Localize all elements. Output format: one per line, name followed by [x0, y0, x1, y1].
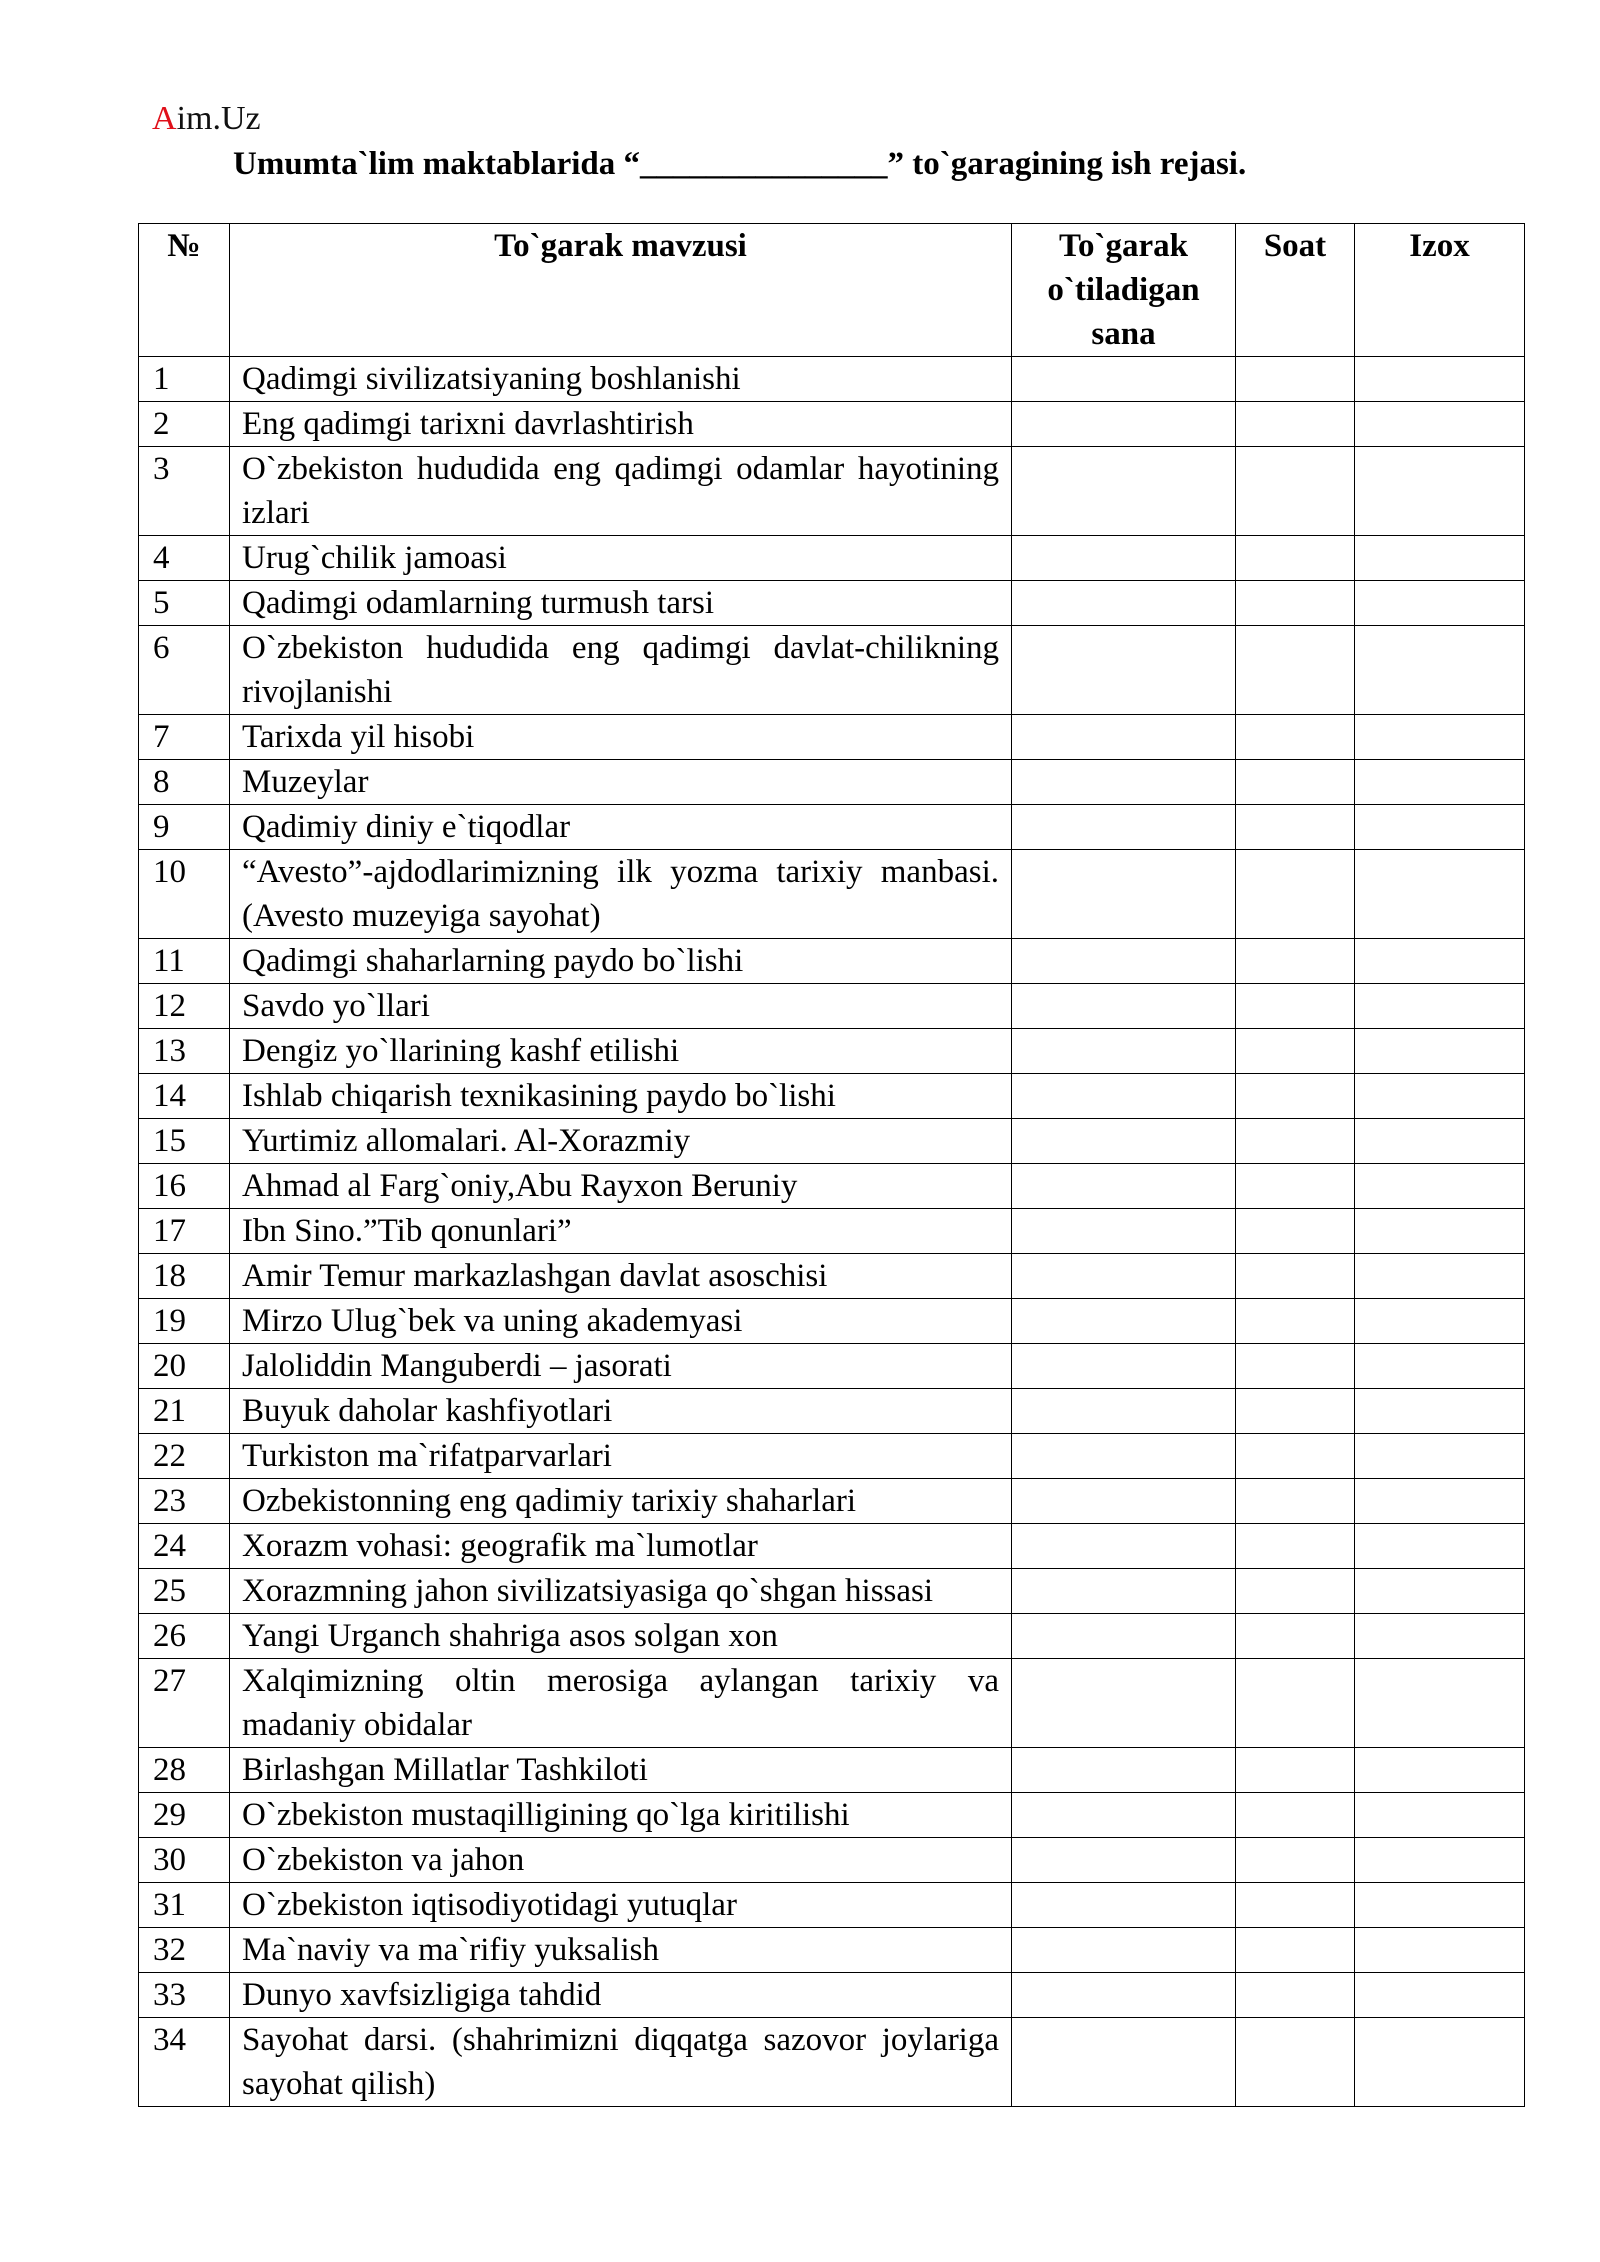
table-row — [139, 1748, 1525, 1793]
table-row — [139, 1164, 1525, 1209]
table-row — [139, 402, 1525, 447]
table-row — [139, 357, 1525, 402]
row-date-cell — [1012, 402, 1236, 447]
table-row — [139, 984, 1525, 1029]
row-note-cell — [1355, 447, 1525, 536]
row-date-cell — [1012, 1119, 1236, 1164]
header-number: № — [139, 224, 230, 357]
row-date-cell — [1012, 1209, 1236, 1254]
row-topic: Mirzo Ulug`bek va uning akademyasi — [230, 1299, 1012, 1344]
row-note-cell — [1355, 1389, 1525, 1434]
row-hours-cell — [1236, 2018, 1355, 2107]
row-hours-cell — [1236, 1569, 1355, 1614]
row-date-cell — [1012, 1029, 1236, 1074]
row-hours-cell — [1236, 1883, 1355, 1928]
table-row — [139, 1569, 1525, 1614]
row-note-cell — [1355, 1119, 1525, 1164]
row-topic: Qadimgi shaharlarning paydo bo`lishi — [230, 939, 1012, 984]
row-date-cell — [1012, 1659, 1236, 1748]
row-note-cell — [1355, 402, 1525, 447]
row-date-cell — [1012, 984, 1236, 1029]
row-date-cell — [1012, 1299, 1236, 1344]
row-number: 22 — [139, 1434, 230, 1479]
row-number: 18 — [139, 1254, 230, 1299]
row-date-cell — [1012, 850, 1236, 939]
row-number: 25 — [139, 1569, 230, 1614]
table-row — [139, 2018, 1525, 2107]
row-topic: Sayohat darsi. (shahrimizni diqqatga sazovor joylariga sayohat qilish) — [230, 2018, 1012, 2107]
row-hours-cell — [1236, 1793, 1355, 1838]
row-topic: Muzeylar — [230, 760, 1012, 805]
row-number: 2 — [139, 402, 230, 447]
row-date-cell — [1012, 1793, 1236, 1838]
table-row — [139, 1074, 1525, 1119]
row-topic: Urug`chilik jamoasi — [230, 536, 1012, 581]
row-number: 29 — [139, 1793, 230, 1838]
row-number: 28 — [139, 1748, 230, 1793]
document-title: Umumta`lim maktablarida “_______________” to`garagining ish rejasi. — [233, 146, 1247, 182]
row-date-cell — [1012, 447, 1236, 536]
row-topic: O`zbekiston hududida eng qadimgi davlat-chilikning rivojlanishi — [230, 626, 1012, 715]
row-topic: Ma`naviy va ma`rifiy yuksalish — [230, 1928, 1012, 1973]
row-topic: O`zbekiston iqtisodiyotidagi yutuqlar — [230, 1883, 1012, 1928]
row-number: 27 — [139, 1659, 230, 1748]
row-hours-cell — [1236, 1209, 1355, 1254]
row-hours-cell — [1236, 1119, 1355, 1164]
table-row — [139, 1479, 1525, 1524]
row-note-cell — [1355, 1209, 1525, 1254]
row-date-cell — [1012, 1434, 1236, 1479]
table-row — [139, 850, 1525, 939]
row-date-cell — [1012, 1164, 1236, 1209]
row-date-cell — [1012, 626, 1236, 715]
row-date-cell — [1012, 1074, 1236, 1119]
row-hours-cell — [1236, 850, 1355, 939]
table-row — [139, 581, 1525, 626]
row-hours-cell — [1236, 984, 1355, 1029]
row-date-cell — [1012, 1344, 1236, 1389]
row-note-cell — [1355, 357, 1525, 402]
table-row — [139, 939, 1525, 984]
header-date: To`garak o`tiladigan sana — [1012, 224, 1236, 357]
row-note-cell — [1355, 1344, 1525, 1389]
row-hours-cell — [1236, 805, 1355, 850]
row-number: 24 — [139, 1524, 230, 1569]
row-number: 14 — [139, 1074, 230, 1119]
row-topic: Qadimgi sivilizatsiyaning boshlanishi — [230, 357, 1012, 402]
row-topic: Qadimiy diniy e`tiqodlar — [230, 805, 1012, 850]
row-topic: Buyuk daholar kashfiyotlari — [230, 1389, 1012, 1434]
row-note-cell — [1355, 1569, 1525, 1614]
table-row — [139, 805, 1525, 850]
row-topic: “Avesto”-ajdodlarimizning ilk yozma tarixiy manbasi.(Avesto muzeyiga sayohat) — [230, 850, 1012, 939]
row-note-cell — [1355, 1479, 1525, 1524]
row-number: 10 — [139, 850, 230, 939]
row-note-cell — [1355, 1793, 1525, 1838]
row-date-cell — [1012, 581, 1236, 626]
row-date-cell — [1012, 1524, 1236, 1569]
row-topic: Ozbekistonning eng qadimiy tarixiy shaharlari — [230, 1479, 1012, 1524]
row-note-cell — [1355, 805, 1525, 850]
row-hours-cell — [1236, 1524, 1355, 1569]
table-row — [139, 1209, 1525, 1254]
row-topic: Xalqimizning oltin merosiga aylangan tarixiy va madaniy obidalar — [230, 1659, 1012, 1748]
row-note-cell — [1355, 536, 1525, 581]
row-topic: Yurtimiz allomalari. Al-Xorazmiy — [230, 1119, 1012, 1164]
row-hours-cell — [1236, 581, 1355, 626]
row-date-cell — [1012, 1748, 1236, 1793]
row-number: 7 — [139, 715, 230, 760]
table-row — [139, 1883, 1525, 1928]
row-number: 23 — [139, 1479, 230, 1524]
table-row — [139, 626, 1525, 715]
header-topic: To`garak mavzusi — [230, 224, 1012, 357]
row-note-cell — [1355, 1524, 1525, 1569]
row-date-cell — [1012, 805, 1236, 850]
row-topic: O`zbekiston hududida eng qadimgi odamlar hayotining izlari — [230, 447, 1012, 536]
row-note-cell — [1355, 1748, 1525, 1793]
row-date-cell — [1012, 536, 1236, 581]
table-row — [139, 1614, 1525, 1659]
row-hours-cell — [1236, 1838, 1355, 1883]
row-note-cell — [1355, 1883, 1525, 1928]
row-number: 8 — [139, 760, 230, 805]
row-hours-cell — [1236, 1748, 1355, 1793]
row-date-cell — [1012, 1254, 1236, 1299]
row-number: 4 — [139, 536, 230, 581]
row-number: 5 — [139, 581, 230, 626]
logo-rest: im.Uz — [176, 100, 261, 137]
row-note-cell — [1355, 1254, 1525, 1299]
row-hours-cell — [1236, 1299, 1355, 1344]
row-topic: Ishlab chiqarish texnikasining paydo bo`lishi — [230, 1074, 1012, 1119]
row-date-cell — [1012, 715, 1236, 760]
row-note-cell — [1355, 1434, 1525, 1479]
row-hours-cell — [1236, 536, 1355, 581]
table-row — [139, 1793, 1525, 1838]
row-topic: Turkiston ma`rifatparvarlari — [230, 1434, 1012, 1479]
table-row — [139, 1434, 1525, 1479]
row-topic: Dunyo xavfsizligiga tahdid — [230, 1973, 1012, 2018]
row-date-cell — [1012, 939, 1236, 984]
site-logo — [152, 100, 261, 138]
table-row — [139, 715, 1525, 760]
row-topic: Yangi Urganch shahriga asos solgan xon — [230, 1614, 1012, 1659]
row-topic: Xorazm vohasi: geografik ma`lumotlar — [230, 1524, 1012, 1569]
table-row — [139, 1659, 1525, 1748]
row-number: 12 — [139, 984, 230, 1029]
row-date-cell — [1012, 1614, 1236, 1659]
row-topic: Savdo yo`llari — [230, 984, 1012, 1029]
row-date-cell — [1012, 760, 1236, 805]
row-note-cell — [1355, 1164, 1525, 1209]
header-hours: Soat — [1236, 224, 1355, 357]
row-note-cell — [1355, 1614, 1525, 1659]
table-row — [139, 1344, 1525, 1389]
row-hours-cell — [1236, 760, 1355, 805]
row-date-cell — [1012, 1928, 1236, 1973]
table-row — [139, 1928, 1525, 1973]
table-row — [139, 1299, 1525, 1344]
row-note-cell — [1355, 581, 1525, 626]
row-note-cell — [1355, 1928, 1525, 1973]
row-date-cell — [1012, 357, 1236, 402]
row-number: 33 — [139, 1973, 230, 2018]
row-note-cell — [1355, 1299, 1525, 1344]
row-note-cell — [1355, 1074, 1525, 1119]
row-hours-cell — [1236, 626, 1355, 715]
table-header-row — [139, 224, 1525, 357]
table-row — [139, 1254, 1525, 1299]
row-number: 3 — [139, 447, 230, 536]
row-number: 34 — [139, 2018, 230, 2107]
row-hours-cell — [1236, 1973, 1355, 2018]
row-number: 15 — [139, 1119, 230, 1164]
row-topic: Eng qadimgi tarixni davrlashtirish — [230, 402, 1012, 447]
table-body — [139, 357, 1525, 2107]
table-row — [139, 1524, 1525, 1569]
table-row — [139, 1389, 1525, 1434]
table-row — [139, 536, 1525, 581]
row-note-cell — [1355, 939, 1525, 984]
row-hours-cell — [1236, 1074, 1355, 1119]
row-hours-cell — [1236, 447, 1355, 536]
row-hours-cell — [1236, 1164, 1355, 1209]
row-date-cell — [1012, 1838, 1236, 1883]
row-number: 26 — [139, 1614, 230, 1659]
row-topic: Birlashgan Millatlar Tashkiloti — [230, 1748, 1012, 1793]
row-date-cell — [1012, 1569, 1236, 1614]
row-hours-cell — [1236, 357, 1355, 402]
plan-table — [138, 223, 1525, 2107]
row-hours-cell — [1236, 1344, 1355, 1389]
row-note-cell — [1355, 2018, 1525, 2107]
row-topic: O`zbekiston mustaqilligining qo`lga kiritilishi — [230, 1793, 1012, 1838]
row-date-cell — [1012, 1883, 1236, 1928]
table-row — [139, 447, 1525, 536]
row-topic: Ibn Sino.”Tib qonunlari” — [230, 1209, 1012, 1254]
row-number: 32 — [139, 1928, 230, 1973]
row-hours-cell — [1236, 1928, 1355, 1973]
row-topic: Xorazmning jahon sivilizatsiyasiga qo`shgan hissasi — [230, 1569, 1012, 1614]
table-row — [139, 760, 1525, 805]
row-hours-cell — [1236, 1029, 1355, 1074]
row-topic: Dengiz yo`llarining kashf etilishi — [230, 1029, 1012, 1074]
row-note-cell — [1355, 1029, 1525, 1074]
row-hours-cell — [1236, 1254, 1355, 1299]
row-number: 31 — [139, 1883, 230, 1928]
row-note-cell — [1355, 760, 1525, 805]
row-topic: Amir Temur markazlashgan davlat asoschisi — [230, 1254, 1012, 1299]
row-number: 19 — [139, 1299, 230, 1344]
row-date-cell — [1012, 1973, 1236, 2018]
row-number: 13 — [139, 1029, 230, 1074]
row-number: 20 — [139, 1344, 230, 1389]
row-number: 11 — [139, 939, 230, 984]
row-number: 17 — [139, 1209, 230, 1254]
row-hours-cell — [1236, 715, 1355, 760]
row-note-cell — [1355, 1838, 1525, 1883]
row-number: 1 — [139, 357, 230, 402]
row-hours-cell — [1236, 1614, 1355, 1659]
row-note-cell — [1355, 984, 1525, 1029]
row-topic: Tarixda yil hisobi — [230, 715, 1012, 760]
row-hours-cell — [1236, 1659, 1355, 1748]
logo-first-letter: A — [152, 100, 177, 137]
row-hours-cell — [1236, 1434, 1355, 1479]
row-date-cell — [1012, 2018, 1236, 2107]
row-number: 30 — [139, 1838, 230, 1883]
header-note: Izox — [1355, 224, 1525, 357]
row-number: 9 — [139, 805, 230, 850]
row-hours-cell — [1236, 939, 1355, 984]
row-note-cell — [1355, 850, 1525, 939]
row-date-cell — [1012, 1389, 1236, 1434]
row-hours-cell — [1236, 402, 1355, 447]
table-row — [139, 1838, 1525, 1883]
row-topic: Qadimgi odamlarning turmush tarsi — [230, 581, 1012, 626]
row-note-cell — [1355, 715, 1525, 760]
row-note-cell — [1355, 1659, 1525, 1748]
row-topic: Ahmad al Farg`oniy,Abu Rayxon Beruniy — [230, 1164, 1012, 1209]
row-number: 16 — [139, 1164, 230, 1209]
row-number: 6 — [139, 626, 230, 715]
row-note-cell — [1355, 626, 1525, 715]
row-number: 21 — [139, 1389, 230, 1434]
row-topic: O`zbekiston va jahon — [230, 1838, 1012, 1883]
table-row — [139, 1029, 1525, 1074]
table-row — [139, 1973, 1525, 2018]
table-row — [139, 1119, 1525, 1164]
row-note-cell — [1355, 1973, 1525, 2018]
row-hours-cell — [1236, 1389, 1355, 1434]
row-hours-cell — [1236, 1479, 1355, 1524]
row-date-cell — [1012, 1479, 1236, 1524]
row-topic: Jaloliddin Manguberdi – jasorati — [230, 1344, 1012, 1389]
